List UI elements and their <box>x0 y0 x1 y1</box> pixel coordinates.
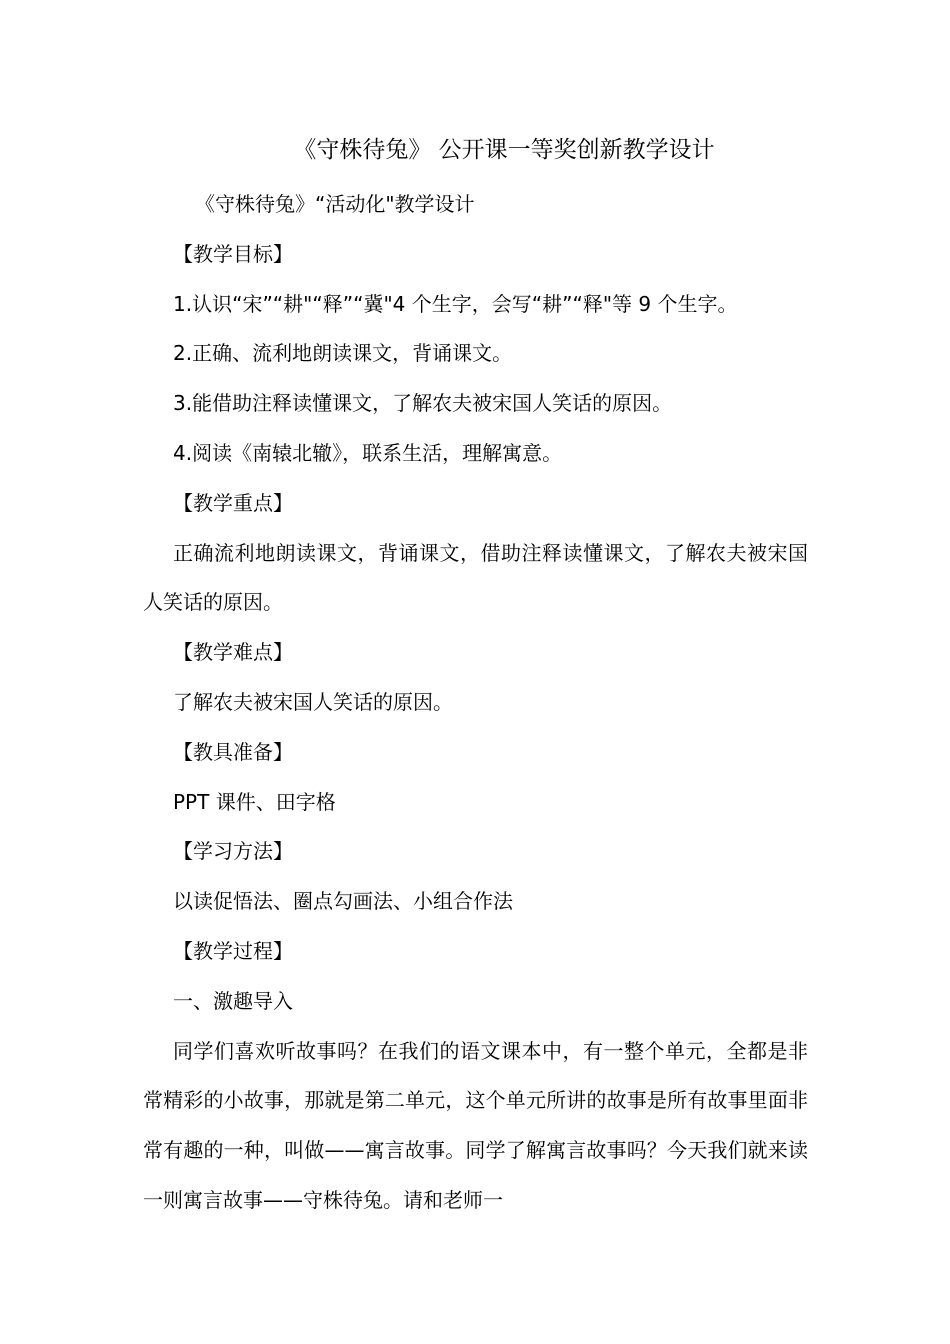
key-points-heading: 【教学重点】 <box>173 490 293 515</box>
goals-heading: 【教学目标】 <box>173 241 293 266</box>
goal-item-1: 1.认识“宋”“耕"“释”“冀"4 个生字，会写“耕”“释"等 9 个生字。 <box>173 291 738 316</box>
process-step-1-heading: 一、激趣导入 <box>173 988 293 1013</box>
process-heading: 【教学过程】 <box>173 938 293 963</box>
methods-heading: 【学习方法】 <box>173 839 293 864</box>
difficulty-heading: 【教学难点】 <box>173 640 293 665</box>
materials-text: PPT 课件、田字格 <box>173 789 336 814</box>
methods-text: 以读促悟法、圈点勾画法、小组合作法 <box>173 889 513 914</box>
key-points-text: 正确流利地朗读课文，背诵课文，借助注释读懂课文，了解农夫被宋国人笑话的原因。 <box>143 540 808 615</box>
goal-item-4: 4.阅读《南辕北辙》，联系生活，理解寓意。 <box>173 440 563 465</box>
document-subtitle: 《守株待兔》“活动化"教学设计 <box>195 192 475 216</box>
document-title: 《守株待兔》 公开课一等奖创新教学设计 <box>293 137 715 163</box>
materials-heading: 【教具准备】 <box>173 739 293 764</box>
difficulty-text: 了解农夫被宋国人笑话的原因。 <box>173 689 453 714</box>
goal-item-2: 2.正确、流利地朗读课文，背诵课文。 <box>173 341 513 366</box>
goal-item-3: 3.能借助注释读懂课文，了解农夫被宋国人笑话的原因。 <box>173 391 673 416</box>
process-step-1-text: 同学们喜欢听故事吗？在我们的语文课本中，有一整个单元，全都是非常精彩的小故事，那就是第二单元，这个单元所讲的故事是所有故事里面非常有趣的一种，叫做——寓言故事。同学了解寓言故事吗？今天我们就来读一则寓言故事——守株待兔。请和老师一 <box>143 1038 808 1212</box>
document-body <box>143 180 808 1226</box>
